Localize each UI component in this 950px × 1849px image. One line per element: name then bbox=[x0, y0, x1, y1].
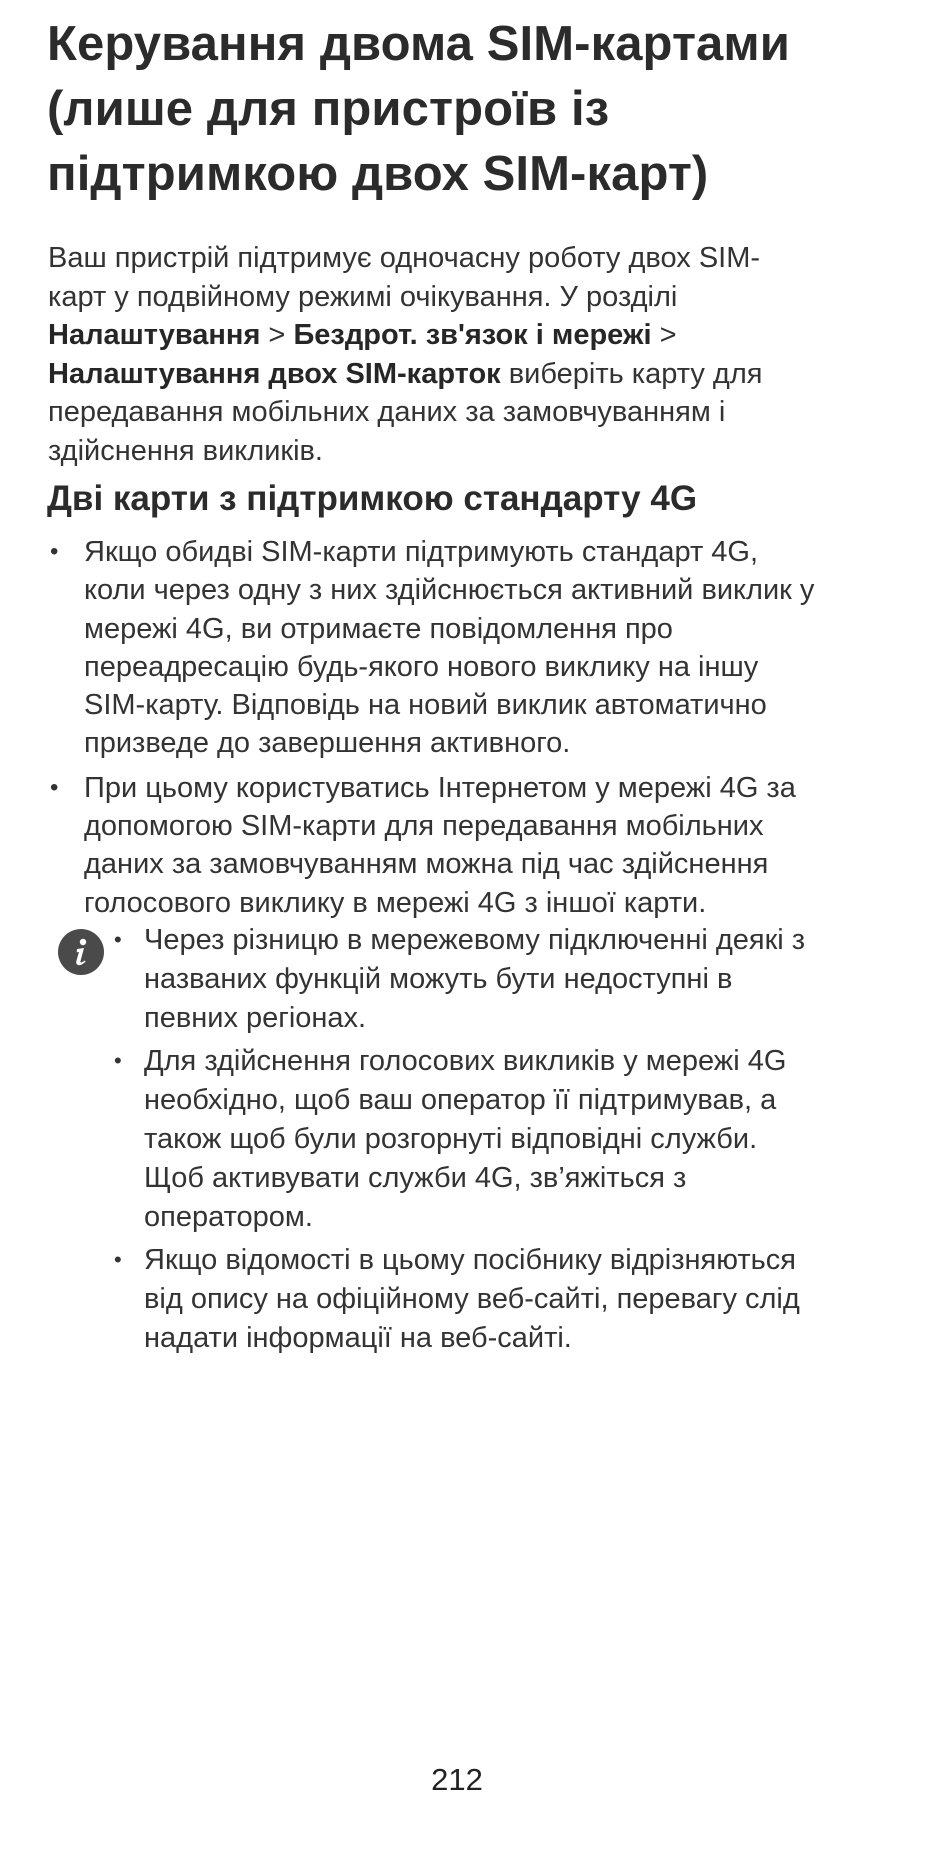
intro-text: виберіть карту для bbox=[500, 357, 763, 390]
intro-line: карт у подвійному режимі очікування. У розділі bbox=[48, 280, 678, 313]
path-separator: > bbox=[260, 319, 294, 351]
note-item-line: Для здійснення голосових викликів у мережі 4G bbox=[144, 1045, 787, 1078]
list-item-line: коли через одну з них здійснюється активний виклик у bbox=[84, 574, 815, 607]
bullet-dot: • bbox=[114, 1048, 122, 1074]
title-line: підтримкою двох SIM-карт) bbox=[47, 147, 709, 201]
list-item-line: даних за замовчуванням можна під час здійснення bbox=[84, 848, 769, 881]
path-separator: > bbox=[651, 319, 677, 351]
intro-line: передавання мобільних даних за замовчуванням і bbox=[48, 396, 726, 428]
bullet-list bbox=[48, 533, 918, 928]
intro-paragraph bbox=[48, 239, 908, 470]
bullet-dot: • bbox=[114, 927, 122, 952]
note-item bbox=[112, 1042, 912, 1236]
page-number: 212 bbox=[431, 1762, 483, 1797]
list-item-line: призведе до завершення активного. bbox=[84, 727, 571, 760]
dual-sim-path-item: Налаштування двох SIM-карток bbox=[48, 357, 501, 390]
note-item bbox=[112, 921, 912, 1037]
settings-path-item: Налаштування bbox=[48, 319, 261, 351]
list-item-line: При цьому користуватись Інтернетом у мережі 4G за bbox=[84, 771, 796, 804]
note-item-line: надати інформації на веб-сайті. bbox=[144, 1321, 572, 1354]
note-item-line: названих функцій можуть бути недоступні в bbox=[144, 962, 733, 995]
note-item-line: Щоб активувати служби 4G, зв’яжіться з bbox=[144, 1161, 687, 1194]
list-item-line: мережі 4G, ви отримаєте повідомлення про bbox=[84, 612, 673, 645]
list-item-line: Якщо обидві SIM-карти підтримують стандарт 4G, bbox=[84, 536, 759, 568]
section-heading: Дві карти з підтримкою стандарту 4G bbox=[47, 479, 698, 518]
intro-line: здійснення викликів. bbox=[48, 434, 323, 467]
note-list bbox=[112, 921, 912, 1363]
note-item-line: від опису на офіційному веб-сайті, перевагу слід bbox=[144, 1283, 800, 1316]
intro-line: Ваш пристрій підтримує одночасну роботу двох SIM- bbox=[48, 242, 761, 274]
info-icon-glyph bbox=[68, 937, 94, 967]
note-item-line: Якщо відомості в цьому посібнику відрізняються bbox=[144, 1244, 796, 1277]
note-item-line: також щоб були розгорнуті відповідні служби. bbox=[144, 1122, 758, 1155]
note-item bbox=[112, 1241, 912, 1357]
list-item-line: допомогою SIM-карти для передавання мобільних bbox=[84, 810, 764, 843]
note-item-line: певних регіонах. bbox=[144, 1001, 367, 1034]
wireless-path-item: Бездрот. зв'язок і мережі bbox=[293, 319, 652, 351]
note-item-line: Через різницю в мережевому підключенні деякі з bbox=[144, 924, 806, 956]
list-item-line: переадресацію будь-якого нового виклику на іншу bbox=[84, 650, 759, 683]
bullet-dot: • bbox=[50, 538, 59, 565]
list-item bbox=[48, 533, 918, 763]
list-item-line: SIM-карту. Відповідь на новий виклик автоматично bbox=[84, 689, 767, 722]
info-icon bbox=[58, 929, 104, 975]
title-line: Керування двома SIM-картами bbox=[47, 17, 790, 71]
note-item-line: оператором. bbox=[144, 1200, 313, 1233]
bullet-dot: • bbox=[50, 773, 59, 801]
intro-path-line bbox=[48, 316, 908, 355]
bullet-dot: • bbox=[114, 1247, 122, 1273]
intro-path-line bbox=[48, 355, 908, 394]
note-item-line: необхідно, щоб ваш оператор її підтримував, а bbox=[144, 1084, 777, 1117]
title-line: (лише для пристроїв із bbox=[47, 82, 610, 136]
list-item bbox=[48, 769, 918, 922]
list-item-line: голосового виклику в мережі 4G з іншої карти. bbox=[84, 886, 707, 919]
page-title bbox=[47, 12, 907, 207]
